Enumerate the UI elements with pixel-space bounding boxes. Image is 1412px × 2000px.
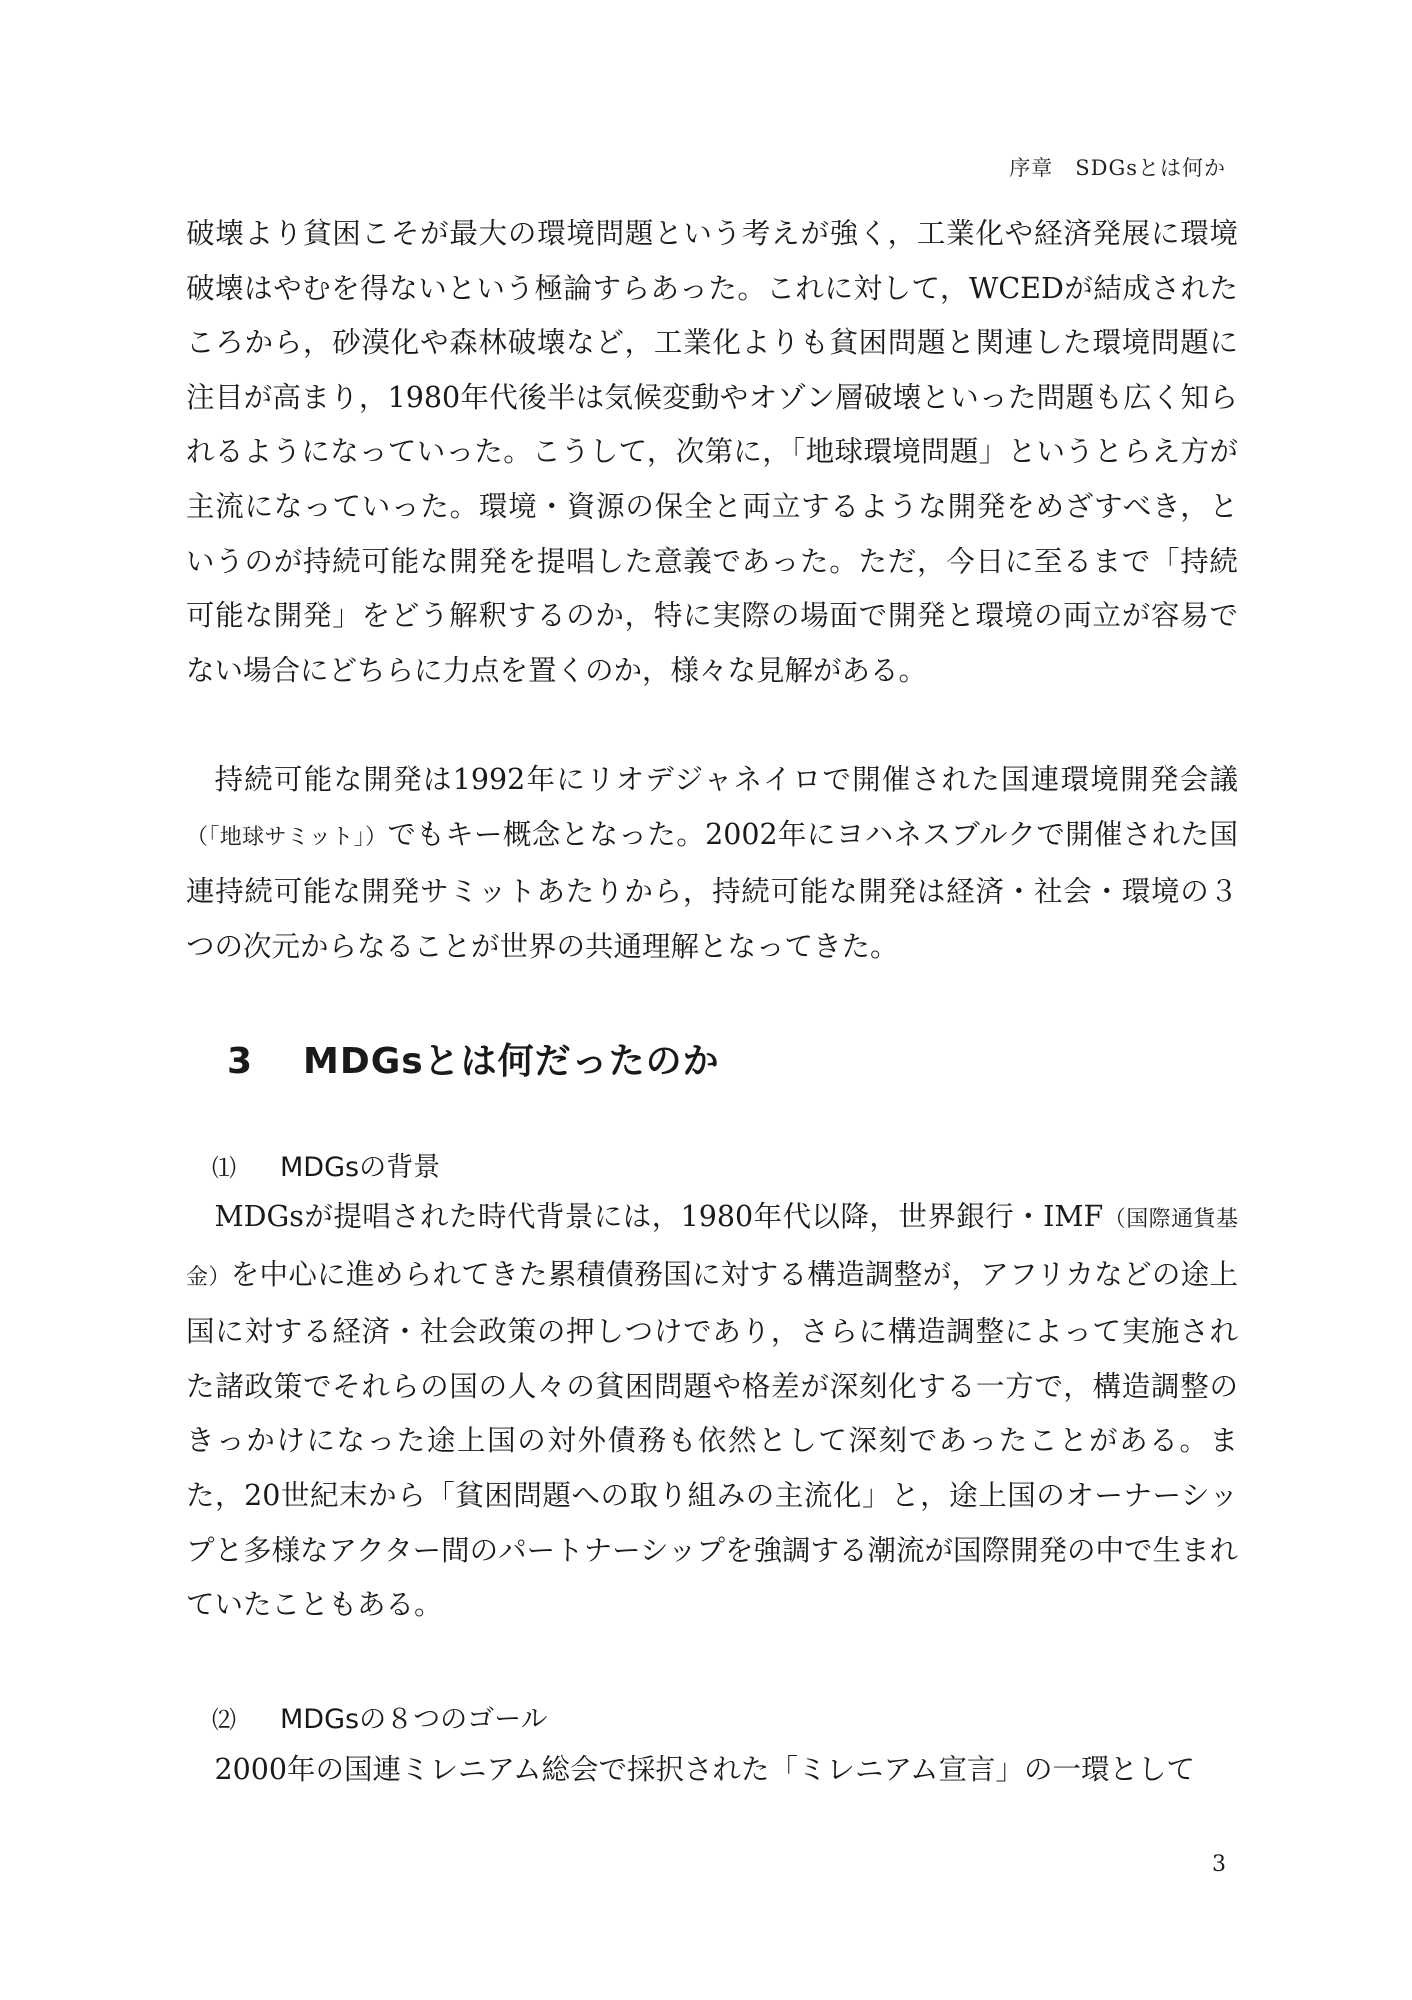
section-heading: [227, 1033, 720, 1084]
para2-text-a: 持続可能な開発は1992年にリオデジャネイロで開催された国連環境開発会議: [214, 763, 1238, 796]
paragraph-millennium: 2000年の国連ミレニアム総会で採択された「ミレニアム宣言」の一環として: [214, 1753, 1196, 1786]
subheading-title: MDGsの背景: [280, 1152, 441, 1183]
para2-note: （「地球サミット」）: [186, 824, 388, 850]
para3-note: （国際通貨基金）: [186, 1207, 1238, 1290]
paragraph-sustainable-development: [186, 753, 1238, 974]
subheading-background: [212, 1145, 440, 1184]
running-head: 序章 SDGsとは何か: [1009, 156, 1226, 180]
para3-text-a: MDGsが提唱された時代背景には，1980年代以降，世界銀行・IMF: [214, 1200, 1104, 1233]
paragraph-environment: 破壊より貧困こそが最大の環境問題という考えが強く，工業化や経済発展に環境破壊はやむを得ないという極論すらあった。これに対して，WCEDが結成されたころから，砂漠化や森林破壊など，工業化よりも貧困問題と関連した環境問題に注目が高まり，1980年代後半は気候変動やオゾン層破壊といった問題も広く知られるようになっていった。こうして，次第に，「地球環境問題」というとらえ方が主流になっていった。環境・資源の保全と両立するような開発をめざすべき，というのが持続可能な開発を提唱した意義であった。ただ，今日に至るまで「持続可能な開発」をどう解釈するのか，特に実際の場面で開発と環境の両立が容易でない場合にどちらに力点を置くのか，様々な見解がある。: [186, 217, 1238, 687]
para3-text-c: を中心に進められてきた累積債務国に対する構造調整が，アフリカなどの途上国に対する経済・社会政策の押しつけであり，さらに構造調整によって実施された諸政策でそれらの国の人々の貧困問題や格差が深刻化する一方で，構造調整のきっかけになった途上国の対外債務も依然として深刻であったことがある。また，20世紀末から「貧困問題への取り組みの主流化」と，途上国のオーナーシップと多様なアクター間のパートナーシップを強調する潮流が国際開発の中で生まれていたこともある。: [186, 1257, 1238, 1622]
subheading-eight-goals: [212, 1697, 548, 1736]
subheading-number: ⑵: [212, 1706, 236, 1734]
subheading-title: MDGsの８つのゴール: [280, 1704, 548, 1735]
section-number: 3: [227, 1041, 254, 1082]
paragraph-mdgs-background: [186, 1190, 1238, 1633]
subheading-number: ⑴: [212, 1154, 236, 1182]
section-title: MDGsとは何だったのか: [303, 1041, 720, 1082]
para2-text-c: でもキー概念となった。2002年にヨハネスブルクで開催された国連持続可能な開発サミットあたりから，持続可能な開発は経済・社会・環境の３つの次元からなることが世界の共通理解となってきた。: [186, 817, 1238, 963]
page-number: 3: [1212, 1852, 1226, 1877]
